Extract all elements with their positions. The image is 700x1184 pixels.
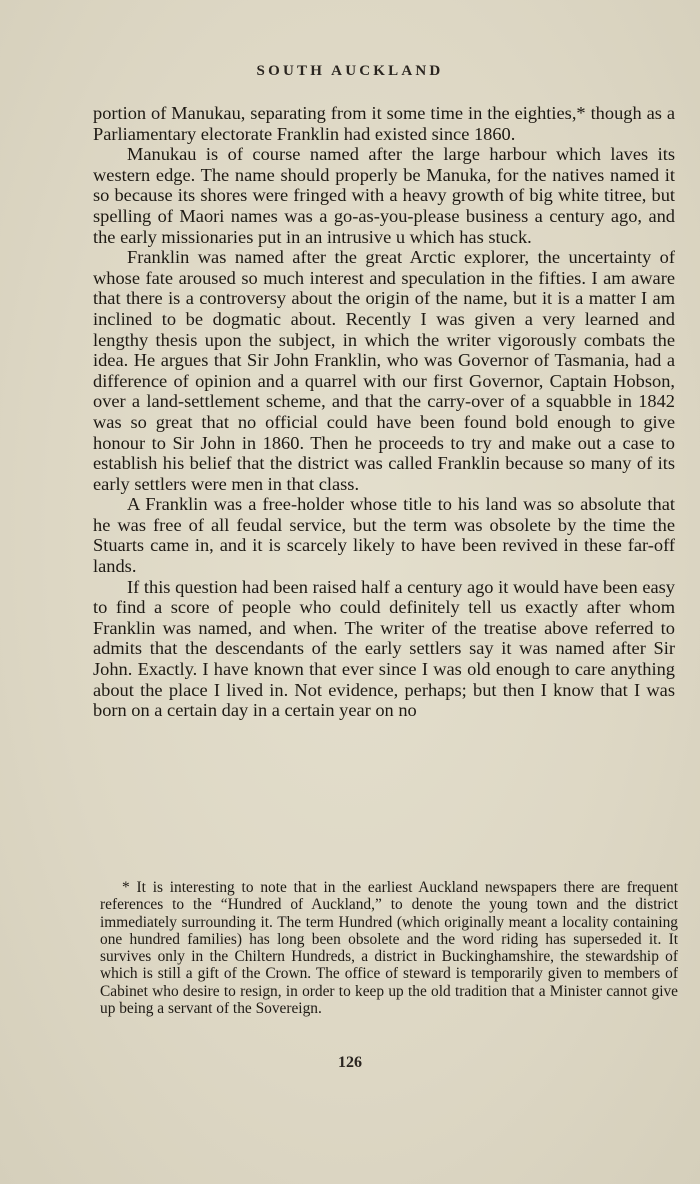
running-head: SOUTH AUCKLAND xyxy=(256,63,444,79)
page-number: 126 xyxy=(338,1054,362,1071)
footnote xyxy=(100,879,678,1017)
footnote-text: * It is interesting to note that in the earliest Auckland newspapers there are frequent references to the “Hundred of Auckland,” to denote the young town and the district immediately surrounding it. The term Hundred (which originally meant a locality containing one hundred families) has long been obsolete and the word riding has superseded it. It survives only in the Chiltern Hundreds, a district in Buckinghamshire, the stewardship of which is still a gift of the Crown. The office of steward is temporarily given to members of Cabinet who desire to resign, in order to keep up the old tradition that a Minister cannot give up being a servant of the Sovereign. xyxy=(100,879,678,1018)
paragraph: A Franklin was a free-holder whose title to his land was so absolute that he was free of all feudal service, but the term was obsolete by the time the Stuarts came in, and it is scarcely likely to have been revived in these far-off lands. xyxy=(93,494,675,577)
paragraph: If this question had been raised half a century ago it would have been easy to find a score of people who could definitely tell us exactly after whom Franklin was named, and when. The writer of the treatise above referred to admits that the descendants of the early settlers say it was named after Sir John. Exactly. I have known that ever since I was old enough to care anything about the place I lived in. Not evidence, perhaps; but then I know that I was born on a certain day in a certain year on no xyxy=(93,576,675,721)
paragraph: portion of Manukau, separating from it some time in the eighties,* though as a Parliamentary electorate Franklin had existed since 1860. xyxy=(93,103,675,144)
body-text xyxy=(93,103,675,721)
paragraph: Franklin was named after the great Arctic explorer, the uncertainty of whose fate aroused so much interest and speculation in the fifties. I am aware that there is a controversy about the origin of the name, but it is a matter I am inclined to be dogmatic about. Recently I was given a very learned and lengthy thesis upon the subject, in which the writer vigorously combats the idea. He argues that Sir John Franklin, who was Governor of Tasmania, had a difference of opinion and a quarrel with our first Governor, Captain Hobson, over a land-settlement scheme, and that the carry-over of a squabble in 1842 was so great that no official could have been found bold enough to give honour to Sir John in 1860. Then he proceeds to try and make out a case to establish his belief that the district was called Franklin because so many of its early settlers were men in that class. xyxy=(93,247,675,494)
paragraph: Manukau is of course named after the large harbour which laves its western edge. The name should properly be Manuka, for the natives named it so because its shores were fringed with a heavy growth of big white titree, but spelling of Maori names was a go-as-you-please business a century ago, and the early missionaries put in an intrusive u which has stuck. xyxy=(93,144,675,247)
